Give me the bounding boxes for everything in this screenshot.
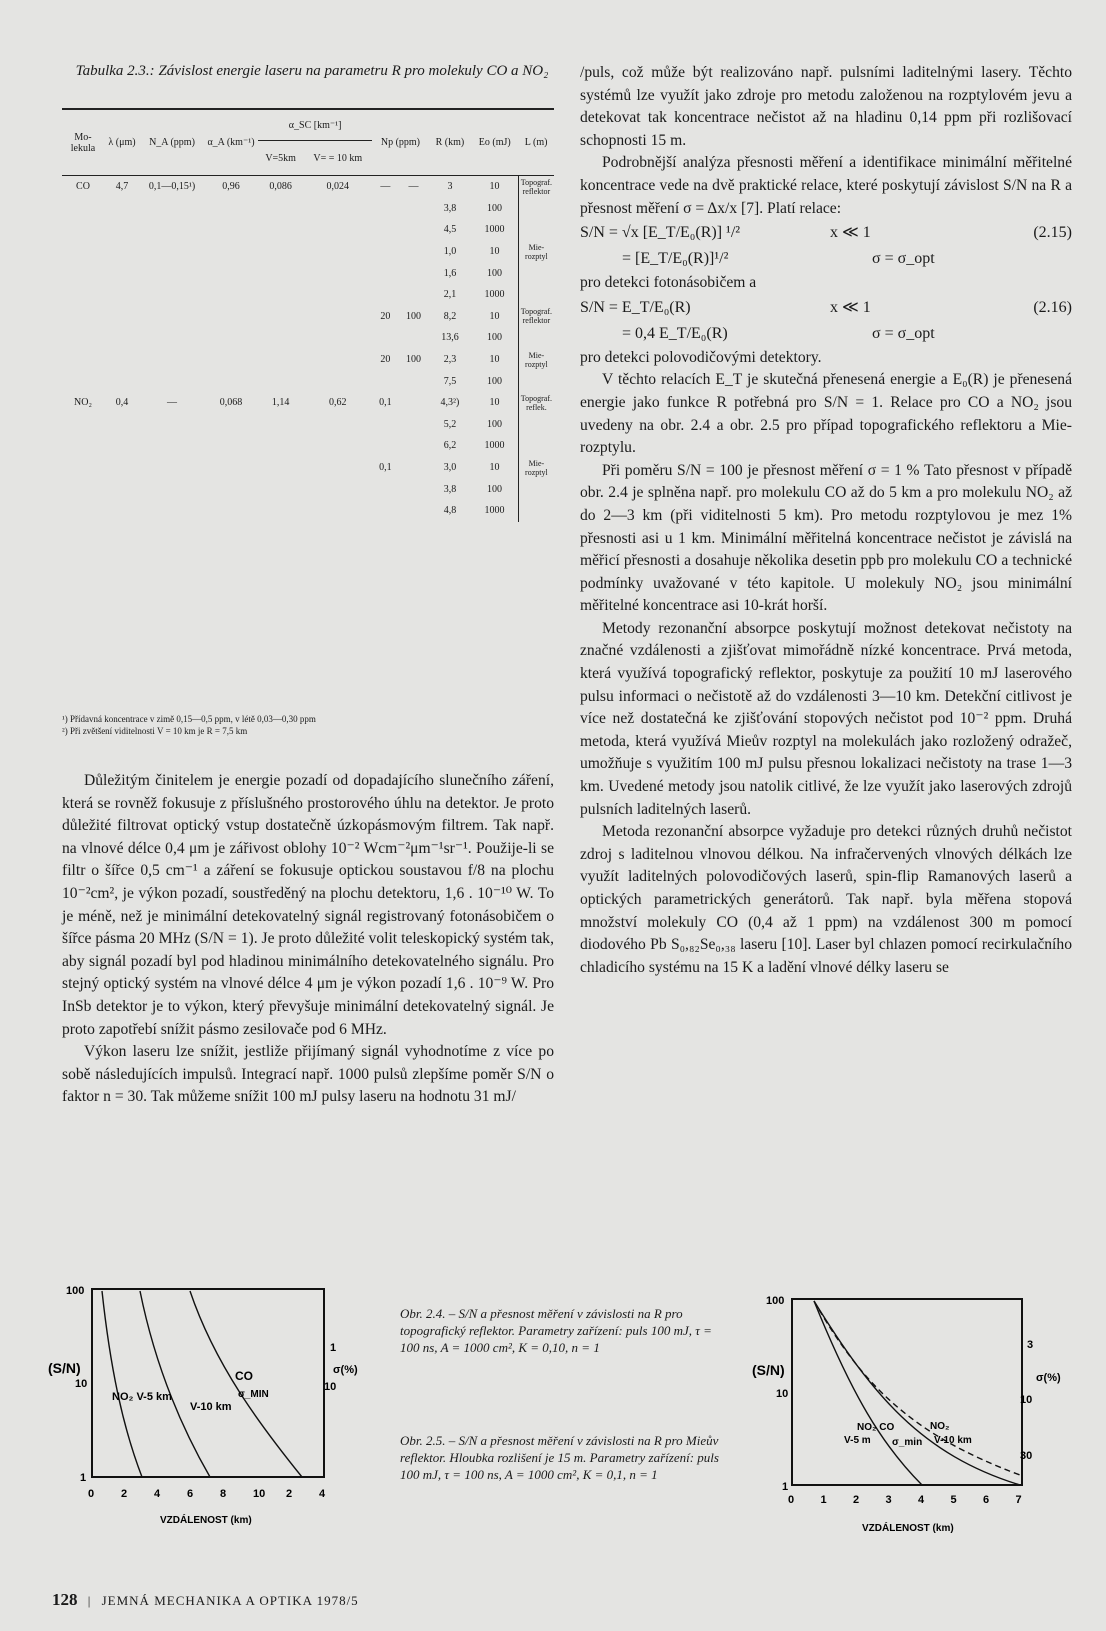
table-cell: Mie-rozptyl [518,349,554,371]
table-cell: 100 [487,418,503,430]
table-cell: 1,6 [443,267,457,279]
table-cell: 0,1 [379,462,392,474]
table-cell: Mie-rozptyl [518,241,554,263]
table-cell [303,241,372,263]
table-cell [104,414,140,436]
table-cell [303,262,372,284]
table-cell [518,370,554,392]
table-cell [104,241,140,263]
th-molekula: Mo-lekula [62,109,104,176]
table-cell: 4,8 [443,505,457,517]
right-paragraph-5: V těchto relacích E_T je skutečná přenesená energie a E₀(R) je přenesená energie jako funkce R potřebná pro S/N = 1. Relace pro CO a NO₂ jsou uvedeny na obr. 2.4 a obr. 2.5 pro případ topografického reflektoru a Mie-rozptylu. [580,371,1072,457]
fig24-ylabel-left: (S/N) [48,1360,81,1376]
fig25-ylabel-right: σ(%) [1036,1372,1061,1384]
table-cell [398,478,428,500]
table-cell: 0,1 [379,397,392,409]
table-cell [204,327,258,349]
table-cell [204,219,258,241]
table-cell [398,435,428,457]
eq1a: S/N = √x [E_T/E₀(R)] ¹/² [580,224,741,242]
table-cell: 10 [489,310,500,322]
table-cell [258,219,303,241]
table-row [62,457,554,479]
table-cell [204,306,258,328]
table-cell [104,435,140,457]
table-cell: 100 [406,354,422,366]
fig25-x-ticks [788,1494,1022,1506]
x-tick-label: 2 [286,1488,293,1500]
fig24-ytick-r10: 10 [324,1381,337,1393]
table-cell: 10 [489,462,500,474]
right-paragraph-3: pro detekci fotonásobičem a [580,274,757,292]
table-cell [372,219,398,241]
table-cell [518,262,554,284]
th-lambda: λ (μm) [104,109,140,176]
table-cell [204,414,258,436]
table-cell [518,435,554,457]
table-cell [204,241,258,263]
table-cell [258,198,303,220]
fig24-curve-no2-v5 [102,1291,142,1477]
table-row [62,414,554,436]
table-cell [303,370,372,392]
table-cell: 3 [447,181,453,193]
fig25-curve-sigma-min [814,1301,1020,1475]
th-np: Np (ppm) [372,109,428,176]
right-paragraph-2: Podrobnější analýza přesnosti měření a identifikace minimální měřitelné koncentrace vede na dvě praktické relace, které poskytují závislost S/N na R a přesnost měření σ = Δx/x [7]. Platí relace: [580,154,1072,217]
table-cell: 1000 [484,440,505,452]
left-paragraph-1: Důležitým činitelem je energie pozadí od dopadajícího slunečního záření, která se rovněž fokusuje z příslušného prostorového úhlu na detektor. Je proto důležité filtrovat optický vstup dostatečně úzkopásmovým filtrem. Tak např. na vlnové délce 0,4 μm je zářivost oblohy 10⁻² Wcm⁻²μm⁻¹sr⁻¹. Použije-li se filtr o šířce 0,5 cm⁻¹ a záření se fokusuje optickou soustavou f/8 na plochu 10⁻²cm², je výkon pozadí, soustředěný na plochu detektoru, 1,6 . 10⁻¹⁰ W. To je méně, než je minimální detekovatelný signál registrovaný fotonásobičem o šířce pásma 20 MHz (S/N = 1). Je proto důležité volit teleskopický systém tak, aby signál pozadí byl pod hladinou minimálního detekovatelného signálu. Pro stejný optický systém na vlnové délce 4 μm je výkon pozadí 1,6 . 10⁻⁹ W. Pro InSb detektor je to výkon, který převyšuje minimální detekovatelný signál. Je proto zapotřebí snížit pásmo zesilovače pod 6 MHz. [62,772,554,1038]
table-cell [140,370,204,392]
x-tick-label: 5 [950,1494,957,1506]
table-cell: 1,0 [443,246,457,258]
fig24-curve-co [190,1291,302,1477]
table-cell [518,284,554,306]
table-row [62,349,554,371]
table-cell: 3,0 [443,462,457,474]
fig25-frame [792,1299,1022,1485]
table-caption-label: Tabulka 2.3.: [75,63,155,79]
table-cell [62,198,104,220]
th-na: N_A (ppm) [140,109,204,176]
table-cell [518,219,554,241]
data-table [62,108,554,522]
fig24-label-no2-v5: NO₂ V-5 km [112,1391,172,1403]
table-cell [372,327,398,349]
x-tick-label: 8 [220,1488,227,1500]
table-row [62,198,554,220]
table-cell: 100 [487,267,503,279]
table-cell [104,262,140,284]
table-cell: NO₂ [74,397,92,409]
table-cell: 20 [380,310,391,322]
eq1b-cond: σ = σ_opt [872,250,935,268]
table-cell: 4,3²) [440,397,460,409]
table-cell: 0,62 [329,397,347,409]
table-cell [398,414,428,436]
table-cell: 5,2 [443,418,457,430]
table-cell [62,457,104,479]
table-cell [140,435,204,457]
table-cell: 100 [487,332,503,344]
table-cell [518,414,554,436]
fig25-curve-no2-v10 [814,1301,1020,1485]
table-cell [258,349,303,371]
th-eo: Eo (mJ) [471,109,518,176]
equation-2-16-b [580,321,1072,347]
table-cell [62,241,104,263]
table-cell: 0,96 [222,181,240,193]
table-cell [303,306,372,328]
table-cell [518,500,554,522]
table-body [62,176,554,522]
footnote-1: ¹) Přídavná koncentrace v zimě 0,15—0,5 ppm, v létě 0,03—0,30 ppm [62,714,316,724]
fig25-ytick-r30: 30 [1020,1450,1033,1462]
table-cell [62,500,104,522]
table-cell [204,198,258,220]
fig25-xlabel: VZDÁLENOST (km) [862,1523,954,1534]
table-cell: 13,6 [441,332,459,344]
th-r: R (km) [429,109,472,176]
x-tick-label: 6 [983,1494,990,1506]
table-cell [303,284,372,306]
journal-name: JEMNÁ MECHANIKA A OPTIKA 1978/5 [101,1593,359,1608]
equation-2-15-a [580,220,1072,246]
table-cell [303,198,372,220]
table-cell [104,457,140,479]
table-cell [204,284,258,306]
x-tick-label: 2 [121,1488,128,1500]
table-cell: 8,2 [443,310,457,322]
table-cell: Topograf. reflektor [518,176,554,198]
th-alpha-a: α_A (km⁻¹) [204,109,258,176]
table-cell [303,414,372,436]
table-row [62,176,554,198]
table-cell [372,414,398,436]
table-cell: 0,024 [326,181,349,193]
table-cell [62,349,104,371]
table-cell [140,327,204,349]
table-cell [62,327,104,349]
fig24-ytick-1: 1 [80,1472,87,1484]
right-paragraph-8: Metoda rezonanční absorpce vyžaduje pro detekci různých druhů nečistot zdroj s laditelnou vlnovou délkou. Na infračervených vlnových délkách lze využít laditelných polovodičových laserů, spin-flip Ramanových laserů a optických parametrických generátorů. Tak např. byla měřena stopová množství molekuly CO (0,4 až 1 ppm) na vzdálenost 300 m pomocí diodového Pb S₀,₈₂Se₀,₃₈ laseru [10]. Laser byl chlazen pomocí recirkulačního chladicího systému na 15 K a ladění vlnové délky laseru se [580,823,1072,976]
table-cell [258,457,303,479]
table-cell [140,241,204,263]
fig25-ytick-r3: 3 [1027,1339,1034,1351]
fig24-ytick-100: 100 [66,1285,85,1297]
table-cell [303,478,372,500]
table-cell [104,306,140,328]
table-cell [204,262,258,284]
table-cell [104,284,140,306]
fig24-y-ticks-left [66,1285,87,1484]
table-cell: 10 [489,246,500,258]
right-column [580,62,1072,979]
table-cell: 0,086 [269,181,292,193]
table-cell [258,327,303,349]
table-cell [62,370,104,392]
x-tick-label: 6 [187,1488,194,1500]
table-cell: CO [76,181,90,193]
table-cell [398,457,428,479]
eq2-number: (2.16) [1033,298,1072,316]
table-cell [303,349,372,371]
table-cell [204,349,258,371]
fig25-label-v10km: V-10 km [934,1435,972,1446]
x-tick-label: 2 [853,1494,860,1506]
eq1-number: (2.15) [1033,224,1072,242]
eq1a-cond: x ≪ 1 [830,224,871,242]
fig25-ytick-10: 10 [776,1388,789,1400]
table-cell [104,370,140,392]
table-cell: 100 [487,202,503,214]
th-l: L (m) [518,109,554,176]
fig25-label-v5m: V-5 m [844,1435,871,1446]
table-cell [140,306,204,328]
footnote-2: ²) Při zvětšení viditelnosti V = 10 km je R = 7,5 km [62,726,248,736]
table-cell [62,414,104,436]
table-cell [372,241,398,263]
table-row [62,219,554,241]
table-cell [258,370,303,392]
x-tick-label: 7 [1015,1494,1022,1506]
table-cell: 1000 [484,505,505,517]
table-cell [104,219,140,241]
table-row [62,370,554,392]
table-cell: Topograf. reflektor [518,306,554,328]
table-cell [104,198,140,220]
fig25-label-no2: NO₂ [930,1421,950,1432]
table-cell [140,414,204,436]
table-cell: 3,8 [443,483,457,495]
figure-2-4 [40,1275,360,1535]
page-number: 128 [52,1590,78,1609]
table-cell [518,198,554,220]
table-cell: 20 [380,354,391,366]
table-row [62,435,554,457]
fig25-label-sigma-min: σ_min [892,1437,923,1448]
table-cell [258,262,303,284]
eq2a-cond: x ≪ 1 [830,298,871,316]
th-v5: V=5km [258,141,303,176]
table-cell [372,284,398,306]
table-row [62,478,554,500]
table-cell [258,284,303,306]
table-cell: 2,3 [443,354,457,366]
table-cell [518,478,554,500]
table-cell [398,262,428,284]
table-row [62,262,554,284]
table-cell [258,500,303,522]
table-cell: Mie-rozptyl [518,457,554,479]
table-cell [62,219,104,241]
table-cell [398,241,428,263]
table-cell [140,219,204,241]
table-caption-text: Závislost energie laseru na parametru R pro molekuly CO a NO₂ [158,63,549,79]
table-cell [140,457,204,479]
x-tick-label: 3 [885,1494,892,1506]
fig24-xlabel: VZDÁLENOST (km) [160,1515,252,1526]
table-cell: 4,7 [115,181,129,193]
table-cell: 2,1 [443,289,457,301]
fig24-frame [92,1289,324,1477]
table-cell [303,435,372,457]
table-cell [204,370,258,392]
x-tick-label: 0 [788,1494,795,1506]
eq1b: = [E_T/E₀(R)]¹/² [622,250,729,268]
table-cell: 1000 [484,224,505,236]
table-cell [62,435,104,457]
table-caption [62,62,562,81]
eq2a: S/N = E_T/E₀(R) [580,298,691,316]
table-cell: Topograf. reflek. [518,392,554,414]
table-cell [62,478,104,500]
th-alpha-sc: α_SC [km⁻¹] [258,109,372,141]
table-cell [303,500,372,522]
table-cell [204,478,258,500]
table-cell [258,306,303,328]
fig24-ytick-10: 10 [75,1378,88,1390]
table-cell [518,327,554,349]
table-cell [62,262,104,284]
table-cell: 100 [487,483,503,495]
table-cell [398,370,428,392]
table-cell: 10 [489,181,500,193]
table-cell: 7,5 [443,375,457,387]
fig24-caption: Obr. 2.4. – S/N a přesnost měření v závislosti na R pro topografický reflektor. Parametry zařízení: puls 100 mJ, τ = 100 ns, A = 1000 cm², K = 0,10, n = 1 [400,1306,712,1355]
table-cell: 1,14 [271,397,290,409]
table-cell [303,457,372,479]
left-paragraph-2: Výkon laseru lze snížit, jestliže přijímaný signál vyhodnotíme z více po sobě následujících impulsů. Integrací např. 1000 pulsů zlepšíme poměr S/N o faktor n = 30. Tak můžeme snížit 100 mJ pulsy laseru na hodnotu 31 mJ/ [62,1043,554,1106]
table-footnotes [62,713,316,737]
table-cell: 100 [487,375,503,387]
left-column [62,770,554,1109]
table-cell: 4,5 [443,224,457,236]
figure-2-5 [752,1285,1082,1540]
fig24-label-co: CO [235,1369,253,1383]
table-cell [258,414,303,436]
table-cell [372,262,398,284]
table-cell: 0,1—0,15¹) [148,181,196,193]
table-cell [398,327,428,349]
table-cell [303,219,372,241]
fig24-curve-no2-v10 [140,1291,210,1477]
table-cell: — [167,397,177,409]
right-paragraph-6: Při poměru S/N = 100 je přesnost měření σ = 1 % Tato přesnost v případě obr. 2.4 je splněna např. pro molekulu CO až do 5 km a pro molekulu NO₂ až do 2—3 km (při viditelnosti 5 km). Pro metodu rozptylovou je mez 1% přesnosti asi u 1 km. Minimální měřitelná koncentrace nečistot je závislá na měřicí přesnosti a dosahuje několika desetin ppb pro molekulu CO a technické podmínky uvažované v této kapitole. U molekuly NO₂ jsou minimální měřitelné koncentrace asi 10-krát horší. [580,461,1072,615]
table-cell [398,198,428,220]
table-row [62,241,554,263]
fig24-label-v10: V-10 km [190,1401,232,1413]
table-cell [372,198,398,220]
x-tick-label: 4 [154,1488,161,1500]
table-cell [258,478,303,500]
table-cell [372,500,398,522]
x-tick-label: 10 [253,1488,266,1500]
table-cell: 10 [489,354,500,366]
table-cell: 0,068 [219,397,243,409]
fig24-x-ticks [88,1488,326,1500]
table-cell [204,500,258,522]
fig25-ytick-100: 100 [766,1295,785,1307]
table-cell [140,198,204,220]
table-cell [104,500,140,522]
x-tick-label: 0 [88,1488,95,1500]
table-cell [140,500,204,522]
th-v10: V= = 10 km [303,141,372,176]
fig24-label-sigma-min: σ_MIN [238,1389,269,1400]
table-cell [398,392,428,414]
table-cell [258,241,303,263]
table-cell [140,284,204,306]
table-cell [140,262,204,284]
table-cell [104,478,140,500]
table-cell [258,435,303,457]
table-row [62,500,554,522]
table-row [62,327,554,349]
table-cell: — [408,181,419,193]
fig25-curves [814,1301,1020,1485]
table-cell [303,327,372,349]
table-cell [62,306,104,328]
eq2b-cond: σ = σ_opt [872,324,935,342]
right-paragraph-1: /puls, což může být realizováno např. pulsními laditelnými lasery. Těchto systémů lze využít jako zdroje pro metodu založenou na rozptylovém jevu a detekovat tak koncentrace nečistot až na hladinu 0,14 ppm při rozlišovací schopnosti 15 m. [580,64,1072,149]
right-paragraph-4: pro detekci polovodičovými detektory. [580,348,822,366]
fig25-ytick-1: 1 [782,1481,789,1493]
table-cell [104,327,140,349]
table-cell [372,478,398,500]
eq2b: = 0,4 E_T/E₀(R) [622,324,728,342]
fig25-ylabel-left: (S/N) [752,1362,785,1378]
fig24-ylabel-right: σ(%) [333,1364,358,1376]
table-cell [204,457,258,479]
table-cell [398,284,428,306]
x-tick-label: 1 [820,1494,827,1506]
fig25-ytick-r10: 10 [1020,1394,1033,1406]
table-cell: 0,4 [115,397,129,409]
table-row [62,284,554,306]
table-cell [398,219,428,241]
table-cell [62,284,104,306]
page-footer: 128 | JEMNÁ MECHANIKA A OPTIKA 1978/5 [52,1590,359,1609]
right-paragraph-7: Metody rezonanční absorpce poskytují možnost detekovat nečistoty na značné vzdálenosti a zjišťovat mimořádně nízké koncentrace. Prvá metoda, která využívá topografický reflektor, poskytuje za použití 10 mJ laserového pulsu informaci o nečistotě až do vzdálenosti 3—10 km. Detekční citlivost je více než dostatečná ke zjišťování stopových nečistot pod 10⁻² ppm. Druhá metoda, která využívá Mieův rozptyl na molekulách jako rozložený odražeč, umožňuje s využitím 100 mJ pulsu přesnou lokalizaci nečistoty na trase 1—3 km. Uvedené metody jsou natolik citlivé, že lze využít jako laserových zdrojů pulsních laditelných laserů. [580,619,1072,818]
table-row [62,306,554,328]
table-cell [372,370,398,392]
table-cell: 3,8 [443,202,457,214]
table-cell [104,349,140,371]
table-cell: — [380,181,391,193]
equation-2-16-a [580,295,1072,321]
table-cell [398,500,428,522]
table-cell [140,349,204,371]
table-cell: 6,2 [443,440,457,452]
table-cell: 1000 [484,289,505,301]
equation-2-15-b [580,246,1072,272]
table-cell [140,478,204,500]
fig25-label-no2-co: NO₂ CO [857,1422,895,1433]
table-row [62,392,554,414]
table-cell [204,435,258,457]
x-tick-label: 4 [918,1494,925,1506]
x-tick-label: 4 [319,1488,326,1500]
fig25-caption: Obr. 2.5. – S/N a přesnost měření v závislosti na R pro Mieův reflektor. Hloubka rozlišení je 15 m. Parametry zařízení: puls 100 mJ, τ = 100 ns, A = 1000 cm², K = 0,1, n = 1 [400,1433,719,1482]
fig25-y-ticks-left [766,1295,788,1493]
fig24-curves [102,1291,302,1477]
table-cell [372,435,398,457]
table-cell: 10 [489,397,500,409]
table-cell: 100 [406,310,422,322]
fig24-ytick-r1: 1 [330,1342,337,1354]
